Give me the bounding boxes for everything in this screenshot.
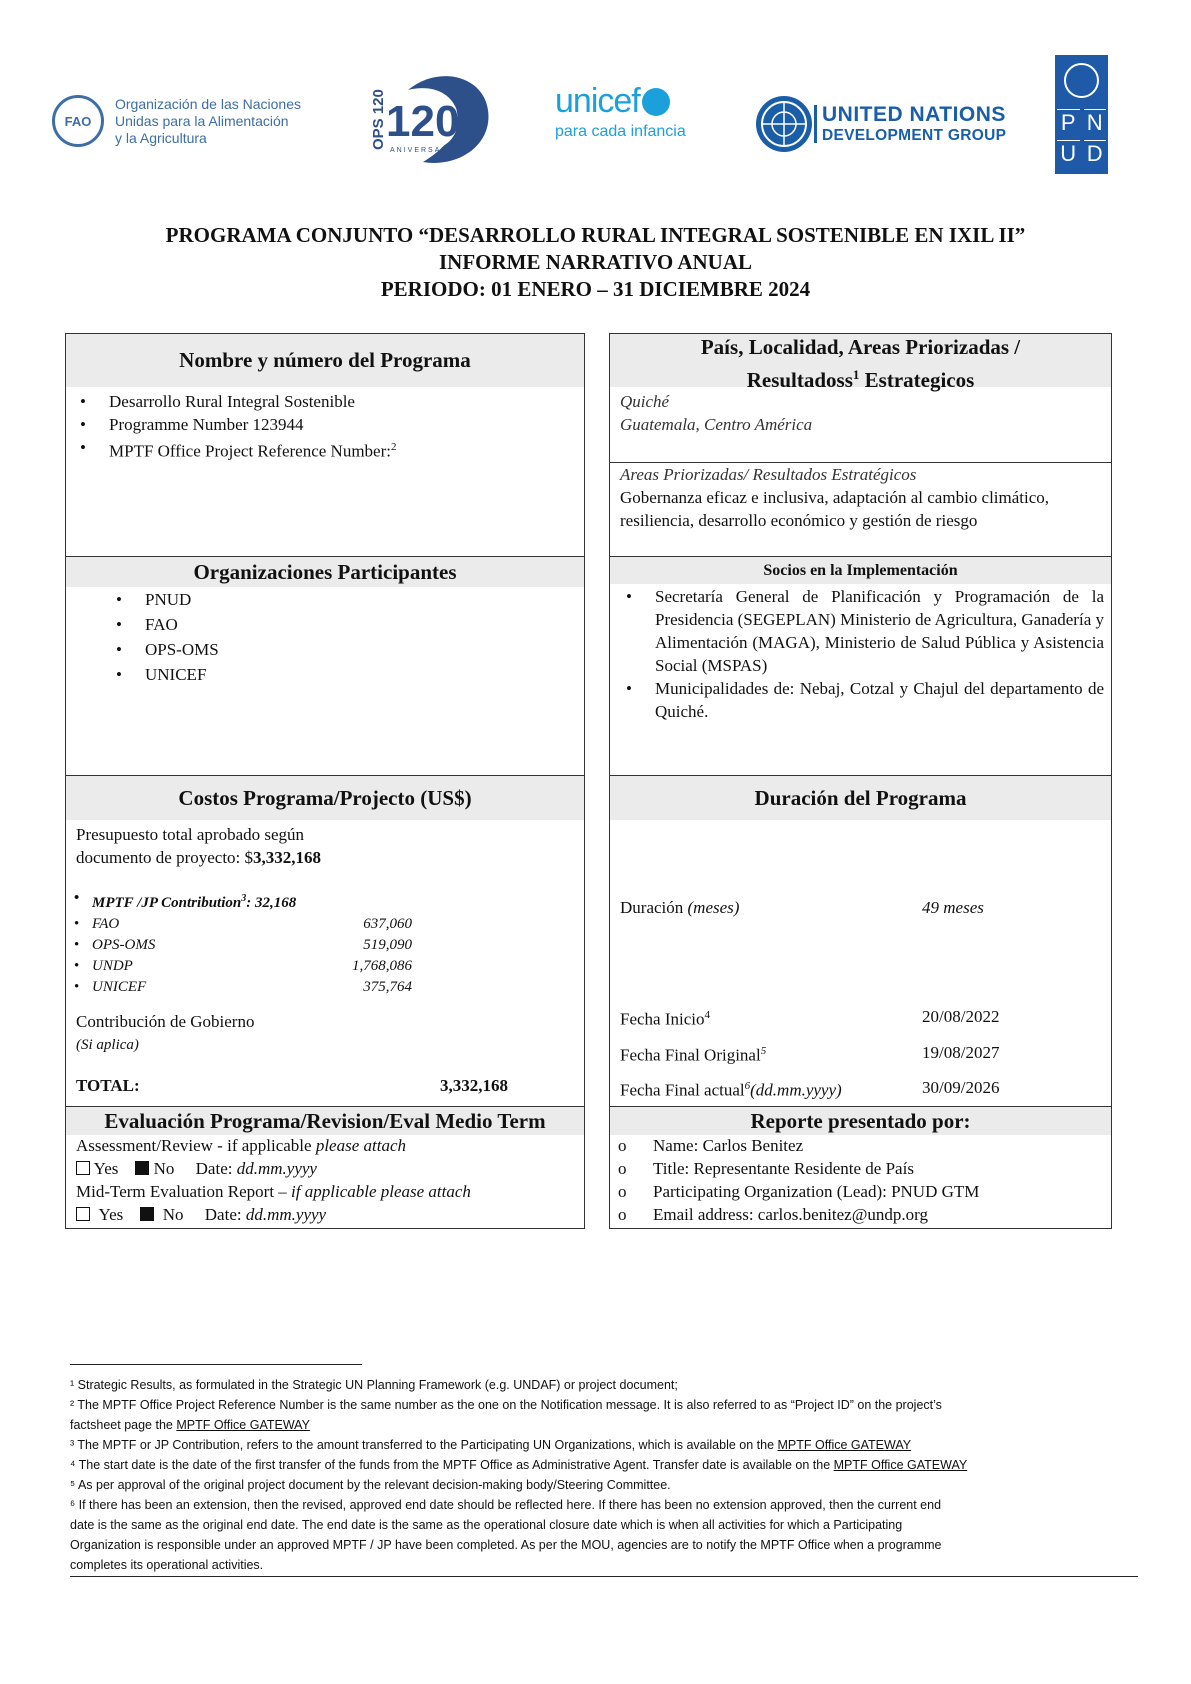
- svg-text:120: 120: [386, 97, 460, 146]
- breakdown-row: • UNICEF 375,764: [72, 977, 412, 998]
- footnote-3: ³ The MPTF or JP Contribution, refers to the amount transferred to the Participating UN Organizations, which is available on the MPTF Office GATEWAY: [70, 1438, 912, 1452]
- socio-item: • Secretaría General de Planificación y Programación de la Presidencia (SEGEPLAN) Ministerio de Agricultura, Ganadería y Alimentación (MAGA), Ministerio de Salud Pública y Asistencia Social (MSPAS): [618, 585, 1104, 677]
- reporte-list: [616, 1134, 1106, 1226]
- breakdown-row: • UNDP 1,768,086: [72, 956, 412, 977]
- programa-item: • Desarrollo Rural Integral Sostenible: [72, 390, 572, 413]
- no-label: No: [162, 1205, 184, 1224]
- footnotes: [70, 1375, 1130, 1575]
- unicef-word: unicef: [555, 82, 640, 120]
- footnote-2: ² The MPTF Office Project Reference Number is the same number as the one on the Notification message. It is also referred to as “Project ID” on the project’s: [70, 1398, 942, 1412]
- breakdown-org: UNDP: [92, 958, 133, 974]
- reporte-item: o Participating Organization (Lead): PNUD GTM: [616, 1180, 1106, 1203]
- pnud-letter: P: [1057, 109, 1080, 136]
- footnote-1: ¹ Strategic Results, as formulated in the Strategic UN Planning Framework (e.g. UNDAF) or project document;: [70, 1378, 678, 1392]
- yes-label: Yes: [93, 1159, 119, 1178]
- organizacion-item: • FAO: [108, 612, 508, 637]
- title-line1: PROGRAMA CONJUNTO “DESARROLLO RURAL INTEGRAL SOSTENIBLE EN IXIL II”: [165, 223, 1026, 247]
- presupuesto-line2: documento de proyecto: $3,332,168: [76, 848, 322, 867]
- midterm-options: [76, 1203, 326, 1226]
- presupuesto-value: 3,332,168: [253, 848, 322, 867]
- evaluacion-header: Evaluación Programa/Revision/Eval Medio Term: [66, 1107, 584, 1135]
- footnote-6-cont: completes its operational activities.: [70, 1558, 264, 1572]
- total-value: 3,332,168: [440, 1076, 508, 1095]
- pnud-globe-icon: [1064, 63, 1099, 98]
- title-line3: PERIODO: 01 ENERO – 31 DICIEMBRE 2024: [380, 277, 811, 301]
- pais-header: [610, 334, 1111, 392]
- breakdown-amount: 1,768,086: [352, 958, 412, 974]
- breakdown-row: • FAO 637,060: [72, 914, 412, 935]
- contrib-row: • MPTF /JP Contribution$^3$: 32,168: [74, 890, 297, 911]
- final-original-value: 19/08/2027: [922, 1043, 1000, 1062]
- unicef-tagline: para cada infancia: [555, 123, 686, 140]
- organizacion-item: • OPS-OMS: [108, 637, 508, 662]
- socios-list: [618, 585, 1104, 723]
- inicio-value: 20/08/2022: [922, 1007, 1000, 1026]
- footnote-ref: 2: [391, 441, 397, 453]
- footnote-6-cont: date is the same as the original end date. The end date is the same as the operational closure date which is when all activities for which a Participating: [70, 1518, 903, 1532]
- un-emblem-icon: [756, 96, 812, 152]
- duracion-header: Duración del Programa: [610, 776, 1111, 820]
- fao-logo-emblem: FAO: [52, 95, 104, 147]
- date-value: dd.mm.yyyy: [236, 1159, 317, 1178]
- presupuesto-text: [76, 823, 496, 869]
- ops-vertical-text: OPS 120: [370, 89, 387, 150]
- no-checkbox[interactable]: [140, 1207, 154, 1221]
- breakdown-amount: 375,764: [363, 979, 412, 995]
- report-title: [0, 222, 1191, 303]
- undg-logo-text: [822, 103, 1006, 145]
- final-original-label: Fecha Final Original$^5$: [620, 1045, 767, 1065]
- reporte-item: o Name: Carlos Benitez: [616, 1134, 1106, 1157]
- programa-list: [72, 390, 572, 463]
- no-checkbox[interactable]: [135, 1161, 149, 1175]
- gateway-link[interactable]: MPTF Office GATEWAY: [777, 1438, 912, 1452]
- pais-header-line2: Resultadoss$^1$ Estrategicos: [746, 367, 975, 392]
- programa-header: Nombre y número del Programa: [66, 334, 584, 387]
- breakdown-amount: 637,060: [363, 916, 412, 932]
- presupuesto-line1: Presupuesto total aprobado según: [76, 825, 305, 844]
- final-actual-value: 30/09/2026: [922, 1078, 1000, 1097]
- date-label: Date:: [195, 1159, 237, 1178]
- areas-text: Gobernanza eficaz e inclusiva, adaptación al cambio climático, resiliencia, desarrollo económico y gestión de riesgo: [620, 488, 1050, 530]
- midterm-note: if applicable please attach: [291, 1182, 471, 1201]
- gobierno-note: (Si aplica): [76, 1037, 139, 1053]
- programa-item: • MPTF Office Project Reference Number:$^2$: [72, 436, 572, 463]
- costos-header: Costos Programa/Projecto (US$): [66, 776, 584, 820]
- gateway-link[interactable]: MPTF Office GATEWAY: [176, 1418, 310, 1432]
- socio-item: • Municipalidades de: Nebaj, Cotzal y Chajul del departamento de Quiché.: [618, 677, 1104, 723]
- footnote-separator: [70, 1364, 362, 1365]
- assessment-line: Assessment/Review - if applicable please attach: [76, 1136, 406, 1155]
- breakdown-row: • OPS-OMS 519,090: [72, 935, 412, 956]
- breakdown-amount: 519,090: [363, 937, 412, 953]
- fao-line2: Unidas para la Alimentación: [115, 113, 289, 129]
- breakdown-org: FAO: [92, 916, 120, 932]
- yes-checkbox[interactable]: [76, 1207, 90, 1221]
- breakdown-org: UNICEF: [92, 979, 147, 995]
- pais-header-line1: País, Localidad, Areas Priorizadas /: [700, 335, 1021, 359]
- footnote-6-cont: Organization is responsible under an approved MPTF / JP have been completed. As per the MOU, agencies are to notify the MPTF Office when a programme: [70, 1538, 942, 1552]
- undg-line1: UNITED NATIONS: [822, 103, 1006, 126]
- fao-logo-text: [115, 96, 301, 147]
- fao-line1: Organización de las Naciones: [115, 96, 301, 112]
- no-label: No: [153, 1159, 175, 1178]
- location-line2: Guatemala, Centro América: [620, 415, 813, 434]
- duracion-label: Duración (meses): [620, 898, 740, 917]
- bottom-rule: [70, 1576, 1138, 1577]
- date-label: Date:: [204, 1205, 246, 1224]
- inicio-label: Fecha Inicio$^4$: [620, 1009, 710, 1029]
- midterm-line: Mid-Term Evaluation Report – if applicable please attach: [76, 1182, 471, 1201]
- footnote-5: ⁵ As per approval of the original project document by the relevant decision-making body/Steering Committee.: [70, 1478, 671, 1492]
- location: [620, 390, 1100, 436]
- footnote-2-cont: factsheet page the MPTF Office GATEWAY: [70, 1418, 310, 1432]
- unicef-logo: [555, 82, 686, 141]
- programa-item: • Programme Number 123944: [72, 413, 572, 436]
- date-value: dd.mm.yyyy: [245, 1205, 327, 1224]
- assessment-options: [76, 1157, 317, 1180]
- organizacion-item: • UNICEF: [108, 662, 508, 687]
- ops-120-logo: [368, 70, 493, 168]
- yes-checkbox[interactable]: [76, 1161, 90, 1175]
- undg-line2: DEVELOPMENT GROUP: [822, 127, 1007, 144]
- assessment-note: please attach: [315, 1136, 406, 1155]
- socios-header: Socios en la Implementación: [610, 557, 1111, 584]
- location-line1: Quiché: [620, 392, 670, 411]
- areas-label: Areas Priorizadas/ Resultados Estratégicos: [620, 465, 917, 484]
- footnote-6: ⁶ If there has been an extension, then the revised, approved end date should be reflected here. If there has been no extension approved, then the current end: [70, 1498, 942, 1512]
- footnote-4: ⁴ The start date is the date of the first transfer of the funds from the MPTF Office as Administrative Agent. Transfer date is available on the MPTF Office GATEWAY: [70, 1458, 968, 1472]
- pnud-letter: D: [1084, 140, 1107, 167]
- reporte-item: o Email address: carlos.benitez@undp.org: [616, 1203, 1106, 1226]
- final-actual-label: Fecha Final actual$^6$(dd.mm.yyyy): [620, 1080, 842, 1100]
- gobierno-label: Contribución de Gobierno: [76, 1012, 255, 1031]
- organizaciones-header: Organizaciones Participantes: [66, 557, 584, 587]
- contrib-list: [72, 888, 412, 998]
- unicef-globe-icon: [642, 88, 670, 116]
- ops-aniversario: ANIVERSARIO: [390, 147, 460, 154]
- title-line2: INFORME NARRATIVO ANUAL: [438, 250, 753, 274]
- fao-line3: y la Agricultura: [115, 130, 207, 146]
- pnud-letter: N: [1084, 109, 1107, 136]
- breakdown-org: OPS-OMS: [92, 937, 156, 953]
- duracion-value: 49 meses: [922, 898, 984, 917]
- reporte-item: o Title: Representante Residente de País: [616, 1157, 1106, 1180]
- organizaciones-list: [108, 587, 508, 687]
- organizacion-item: • PNUD: [108, 587, 508, 612]
- yes-label: Yes: [98, 1205, 124, 1224]
- reporte-header: Reporte presentado por:: [610, 1107, 1111, 1135]
- pnud-logo: [1055, 55, 1108, 174]
- pnud-letter: U: [1057, 140, 1080, 167]
- gateway-link[interactable]: MPTF Office GATEWAY: [833, 1458, 968, 1472]
- total-label: TOTAL:: [76, 1076, 140, 1095]
